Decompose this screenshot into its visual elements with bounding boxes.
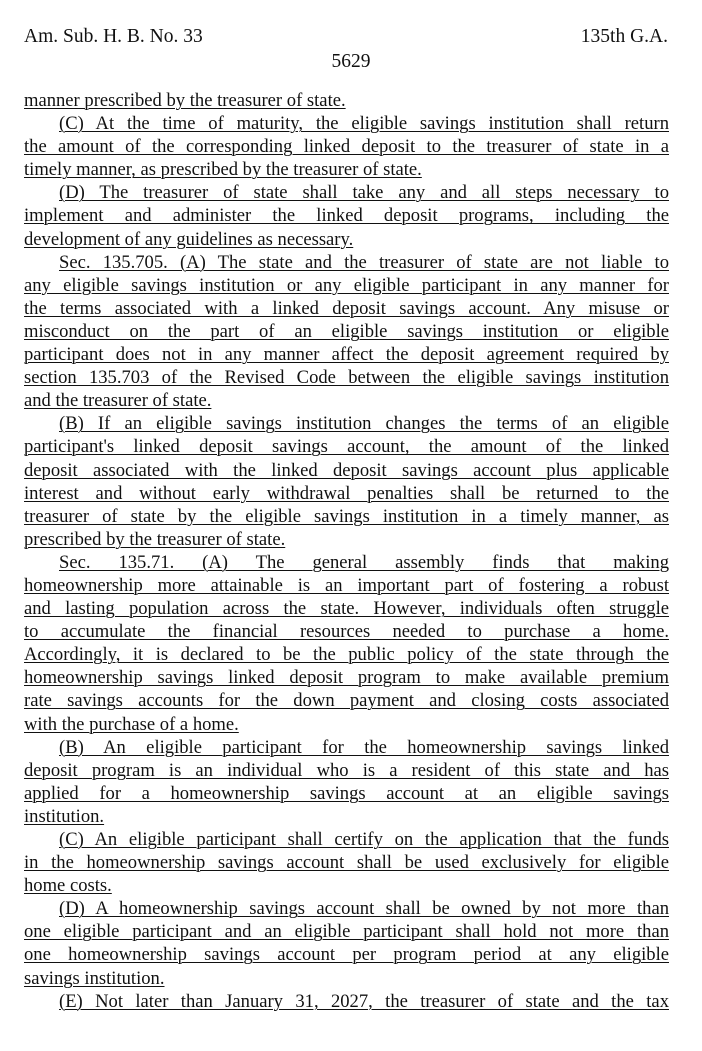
text-line: timely manner, as prescribed by the treasurer of state.	[24, 159, 422, 181]
text-line: Sec. 135.705. (A) The state and the treasurer of state are not liable to	[59, 251, 669, 273]
text-line: homeownership savings linked deposit program to make available premium	[24, 667, 669, 689]
text-line: (D) The treasurer of state shall take any and all steps necessary to	[59, 182, 669, 204]
text-line: (C) An eligible participant shall certify on the application that the funds	[59, 829, 669, 850]
bill-number: Am. Sub. H. B. No. 33	[24, 26, 203, 47]
text-line: one eligible participant and an eligible participant shall hold not more than	[24, 921, 669, 943]
text-line: deposit associated with the linked deposit savings account plus applicable	[24, 459, 669, 481]
text-line: development of any guidelines as necessary.	[24, 228, 354, 250]
text-line: manner prescribed by the treasurer of state.	[24, 90, 346, 111]
text-line: section 135.703 of the Revised Code between the eligible savings institution	[24, 367, 669, 389]
text-line: the amount of the corresponding linked deposit to the treasurer of state in a	[24, 136, 669, 158]
text-line: (B) If an eligible savings institution changes the terms of an eligible	[59, 413, 669, 435]
page-header	[24, 26, 668, 50]
text-line: (E) Not later than January 31, 2027, the treasurer of state and the tax	[59, 990, 669, 1012]
document-body	[24, 89, 669, 1013]
text-line: homeownership more attainable is an important part of fostering a robust	[24, 574, 669, 596]
text-line: rate savings accounts for the down payment and closing costs associated	[24, 690, 669, 712]
text-line: (B) An eligible participant for the homeownership savings linked	[59, 736, 669, 758]
text-line: Accordingly, it is declared to be the public policy of the state through the	[24, 644, 669, 666]
text-line: deposit program is an individual who is a resident of this state and has	[24, 759, 669, 781]
text-line: with the purchase of a home.	[24, 713, 239, 735]
text-line: treasurer of state by the eligible savings institution in a timely manner, as	[24, 505, 669, 527]
text-line: to accumulate the financial resources needed to purchase a home.	[24, 621, 669, 643]
text-line: one homeownership savings account per program period at any eligible	[24, 944, 669, 966]
text-line: (C) At the time of maturity, the eligible savings institution shall return	[59, 113, 669, 135]
general-assembly: 135th G.A.	[580, 26, 668, 47]
text-line: savings institution.	[24, 967, 165, 989]
text-line: home costs.	[24, 875, 112, 897]
text-line: institution.	[24, 805, 105, 827]
text-line: applied for a homeownership savings account at an eligible savings	[24, 782, 669, 804]
text-line: participant does not in any manner affect the deposit agreement required by	[24, 344, 669, 366]
text-line: and lasting population across the state. However, individuals often struggle	[24, 598, 669, 620]
text-line: prescribed by the treasurer of state.	[24, 528, 286, 550]
text-line: in the homeownership savings account shall be used exclusively for eligible	[24, 852, 669, 874]
text-line: interest and without early withdrawal penalties shall be returned to the	[24, 482, 669, 504]
text-line: (D) A homeownership savings account shall be owned by not more than	[59, 898, 669, 920]
text-line: implement and administer the linked deposit programs, including the	[24, 205, 669, 227]
text-line: the terms associated with a linked deposit savings account. Any misuse or	[24, 297, 669, 319]
page-number: 5629	[331, 51, 371, 72]
text-line: participant's linked deposit savings account, the amount of the linked	[24, 436, 669, 458]
text-line: Sec. 135.71. (A) The general assembly finds that making	[59, 551, 669, 573]
text-line: any eligible savings institution or any eligible participant in any manner for	[24, 274, 669, 296]
text-line: misconduct on the part of an eligible savings institution or eligible	[24, 320, 669, 342]
text-line: and the treasurer of state.	[24, 390, 212, 412]
